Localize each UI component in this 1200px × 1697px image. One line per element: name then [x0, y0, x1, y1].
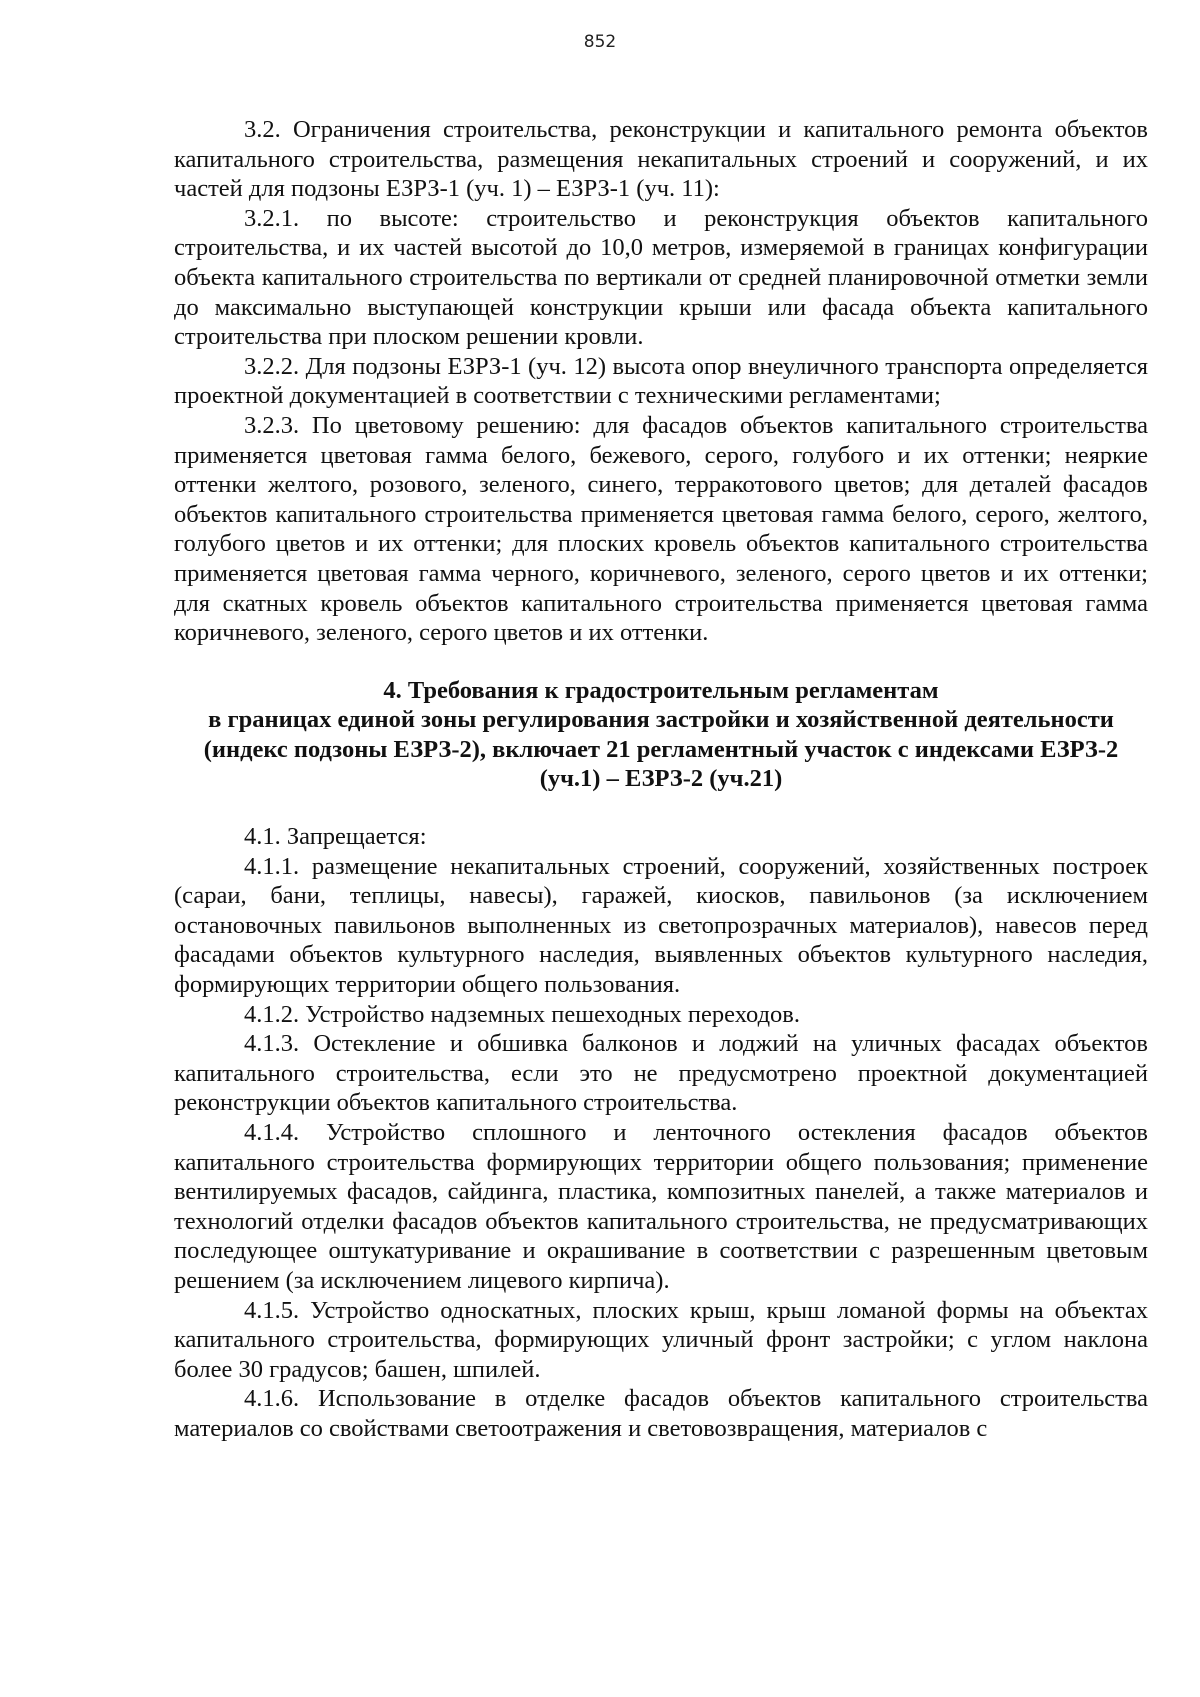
paragraph-3-2-3: 3.2.3. По цветовому решению: для фасадов объектов капитального строительства применяется цветовая гамма белого, бежевого, серого, голубого и их оттенки; неяркие оттенки желтого, розового, зеленого, синего, терракотового цветов; для деталей фасадов объектов капитального строительства применяется цветовая гамма белого, серого, желтого, голубого цветов и их оттенки; для плоских кровель объектов капитального строительства применяется цветовая гамма черного, коричневого, зеленого, серого цветов и их оттенки; для скатных кровель объектов капитального строительства применяется цветовая гамма коричневого, зеленого, серого цветов и их оттенки.: [174, 411, 1148, 647]
paragraph-4-1-1: 4.1.1. размещение некапитальных строений, сооружений, хозяйственных построек (сараи, бани, теплицы, навесы), гаражей, киосков, павильонов (за исключением остановочных павильонов выполненных из светопрозрачных материалов), навесов перед фасадами объектов культурного наследия, выявленных объектов культурного наследия, формирующих территории общего пользования.: [174, 852, 1148, 999]
section-4-heading-line2: в границах единой зоны регулирования застройки и хозяйственной деятельности (индекс подзоны ЕЗРЗ-2), включает 21 регламентный участок с индексами ЕЗРЗ-2 (уч.1) – ЕЗРЗ-2 (уч.21): [203, 706, 1119, 793]
paragraph-4-1-5: 4.1.5. Устройство односкатных, плоских крыш, крыш ломаной формы на объектах капитального строительства, формирующих уличный фронт застройки; с углом наклона более 30 градусов; башен, шпилей.: [174, 1296, 1148, 1383]
page-number: 852: [583, 32, 617, 52]
paragraph-4-1-6: 4.1.6. Использование в отделке фасадов объектов капитального строительства материалов со свойствами светоотражения и световозвращения, материалов с: [174, 1385, 1148, 1442]
section-4-heading-line1: 4. Требования к градостроительным регламентам: [383, 676, 939, 704]
paragraph-4-1-2: 4.1.2. Устройство надземных пешеходных переходов.: [244, 1000, 800, 1028]
paragraph-3-2: 3.2. Ограничения строительства, реконструкции и капитального ремонта объектов капитального строительства, размещения некапитальных строений и сооружений, и их частей для подзоны ЕЗРЗ-1 (уч. 1) – ЕЗРЗ-1 (уч. 11):: [174, 116, 1148, 203]
paragraph-4-1-4: 4.1.4. Устройство сплошного и ленточного остекления фасадов объектов капитального строительства формирующих территории общего пользования; применение вентилируемых фасадов, сайдинга, пластика, композитных панелей, а также материалов и технологий отделки фасадов объектов капитального строительства, не предусматривающих последующее оштукатуривание и окрашивание в соответствии с разрешенным цветовым решением (за исключением лицевого кирпича).: [174, 1119, 1148, 1294]
paragraph-3-2-1: 3.2.1. по высоте: строительство и реконструкция объектов капитального строительства, и их частей высотой до 10,0 метров, измеряемой в границах конфигурации объекта капитального строительства по вертикали от средней планировочной отметки земли до максимально выступающей конструкции крыши или фасада объекта капитального строительства при плоском решении кровли.: [174, 204, 1148, 351]
paragraph-4-1-3: 4.1.3. Остекление и обшивка балконов и лоджий на уличных фасадах объектов капитального строительства, если это не предусмотрено проектной документацией реконструкции объектов капитального строительства.: [174, 1030, 1148, 1117]
paragraph-4-1: 4.1. Запрещается:: [244, 823, 427, 851]
paragraph-3-2-2: 3.2.2. Для подзоны ЕЗРЗ-1 (уч. 12) высота опор внеуличного транспорта определяется проектной документацией в соответствии с техническими регламентами;: [174, 352, 1148, 410]
section-4-heading: [174, 676, 1148, 794]
document-body: [174, 115, 1148, 1444]
